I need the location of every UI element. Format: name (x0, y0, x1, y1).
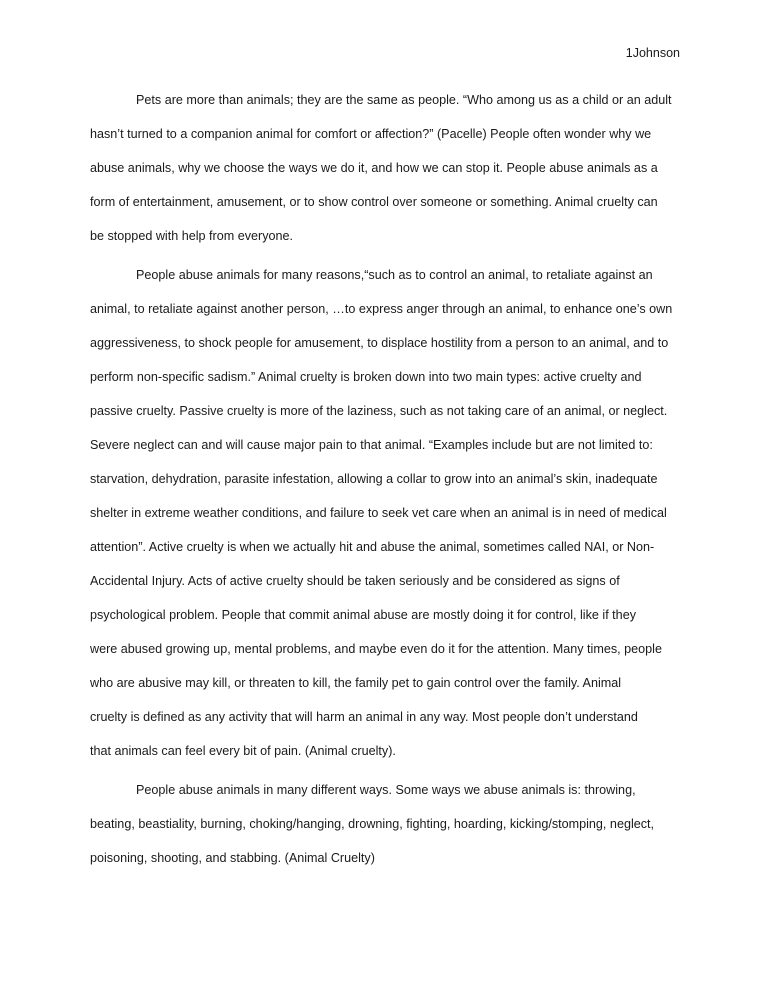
paragraph-3 (90, 777, 690, 879)
text-line: starvation, dehydration, parasite infestation, allowing a collar to grow into an animal’s skin, inadequate (90, 472, 658, 486)
text-line: attention”. Active cruelty is when we actually hit and abuse the animal, sometimes called NAI, or Non- (90, 540, 655, 554)
text-line: beating, beastiality, burning, choking/hanging, drowning, fighting, hoarding, kicking/stomping, neglect, (90, 817, 655, 831)
text-line: form of entertainment, amusement, or to show control over someone or something. Animal cruelty can (90, 195, 658, 209)
text-line: People abuse animals for many reasons,“such as to control an animal, to retaliate against an (136, 268, 653, 282)
text-line: shelter in extreme weather conditions, and failure to seek vet care when an animal is in need of medical (90, 506, 667, 520)
text-line: animal, to retaliate against another person, …to express anger through an animal, to enhance one’s own (90, 302, 673, 316)
text-line: Pets are more than animals; they are the same as people. “Who among us as a child or an adult (136, 93, 672, 107)
page-header (626, 46, 680, 60)
text-line: that animals can feel every bit of pain. (Animal cruelty). (90, 744, 396, 758)
text-line: were abused growing up, mental problems, and maybe even do it for the attention. Many times, people (90, 642, 662, 656)
text-line: passive cruelty. Passive cruelty is more of the laziness, such as not taking care of an animal, or neglect. (90, 404, 668, 418)
paragraph-2 (90, 262, 690, 772)
text-line: poisoning, shooting, and stabbing. (Animal Cruelty) (90, 851, 375, 865)
text-line: cruelty is defined as any activity that will harm an animal in any way. Most people don’t understand (90, 710, 638, 724)
text-line: perform non-specific sadism.” Animal cruelty is broken down into two main types: active cruelty and (90, 370, 642, 384)
page-number-author: 1Johnson (625, 46, 680, 60)
text-line: psychological problem. People that commit animal abuse are mostly doing it for control, like if they (90, 608, 636, 622)
text-line: Accidental Injury. Acts of active cruelty should be taken seriously and be considered as signs of (90, 574, 620, 588)
text-line: who are abusive may kill, or threaten to kill, the family pet to gain control over the family. Animal (90, 676, 622, 690)
text-line: People abuse animals in many different ways. Some ways we abuse animals is: throwing, (136, 783, 636, 797)
document-body (90, 87, 690, 879)
text-line: Severe neglect can and will cause major pain to that animal. “Examples include but are not limited to: (90, 438, 653, 452)
text-line: aggressiveness, to shock people for amusement, to displace hostility from a person to an animal, and to (90, 336, 669, 350)
text-line: abuse animals, why we choose the ways we do it, and how we can stop it. People abuse animals as a (90, 161, 658, 175)
text-line: be stopped with help from everyone. (90, 229, 294, 243)
text-line: hasn’t turned to a companion animal for comfort or affection?” (Pacelle) People often wonder why we (90, 127, 652, 141)
paragraph-1 (90, 87, 690, 257)
